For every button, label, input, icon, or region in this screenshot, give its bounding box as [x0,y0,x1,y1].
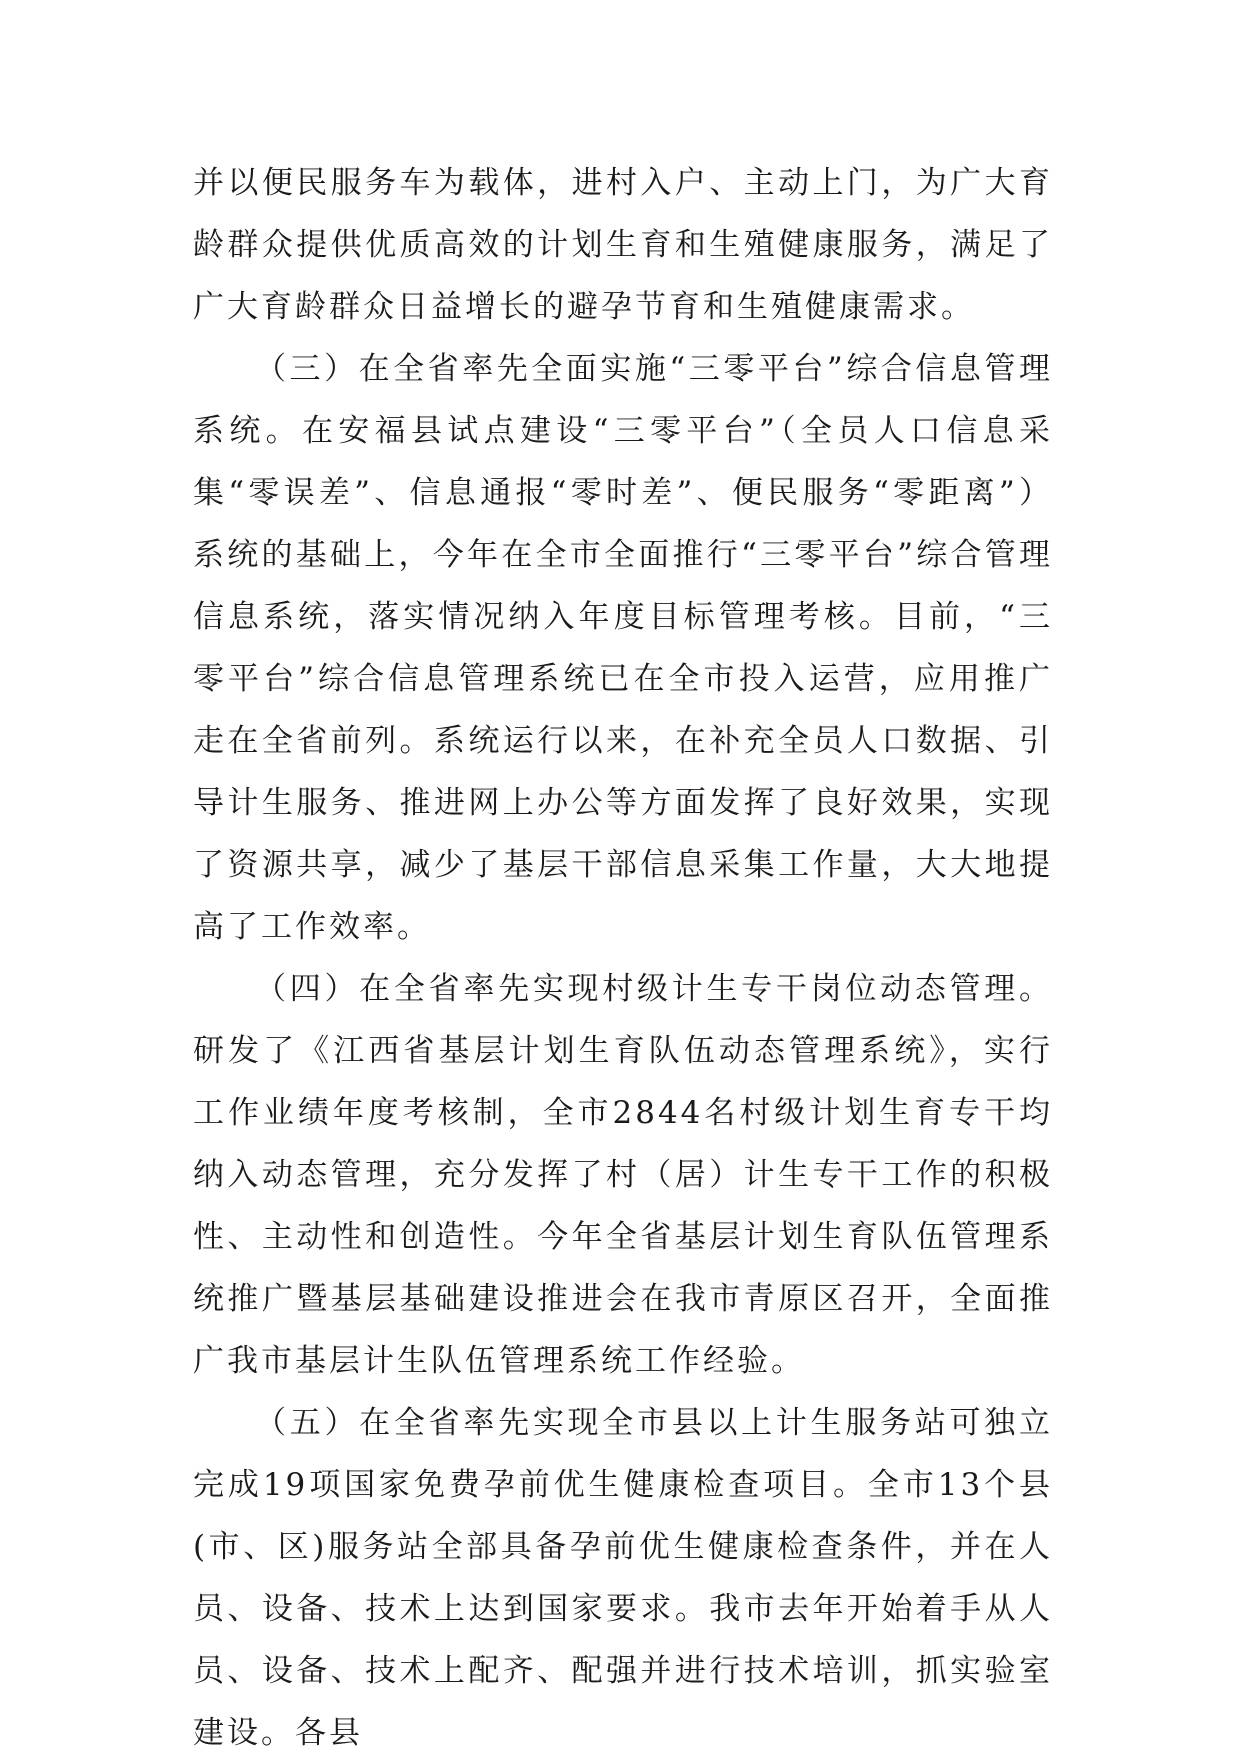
paragraph-continuation: 并以便民服务车为载体，进村入户、主动上门，为广大育龄群众提供优质高效的计划生育和生殖健康服务，满足了广大育龄群众日益增长的避孕节育和生殖健康需求。 [193,165,1053,325]
document-page [193,152,1053,1764]
paragraph-section-5: （五）在全省率先实现全市县以上计生服务站可独立完成19项国家免费孕前优生健康检查项目。全市13个县(市、区)服务站全部具备孕前优生健康检查条件，并在人员、设备、技术上达到国家要求。我市去年开始着手从人员、设备、技术上配齐、配强并进行技术培训，抓实验室建设。各县 [193,1405,1053,1751]
paragraph-section-3: （三）在全省率先全面实施“三零平台”综合信息管理系统。在安福县试点建设“三零平台”（全员人口信息采集“零误差”、信息通报“零时差”、便民服务“零距离”）系统的基础上，今年在全市全面推行“三零平台”综合管理信息系统，落实情况纳入年度目标管理考核。目前，“三零平台”综合信息管理系统已在全市投入运营，应用推广走在全省前列。系统运行以来，在补充全员人口数据、引导计生服务、推进网上办公等方面发挥了良好效果，实现了资源共享，减少了基层干部信息采集工作量，大大地提高了工作效率。 [193,351,1053,945]
paragraph-section-4: （四）在全省率先实现村级计生专干岗位动态管理。研发了《江西省基层计划生育队伍动态管理系统》，实行工作业绩年度考核制，全市2844名村级计划生育专干均纳入动态管理，充分发挥了村（居）计生专干工作的积极性、主动性和创造性。今年全省基层计划生育队伍管理系统推广暨基层基础建设推进会在我市青原区召开，全面推广我市基层计生队伍管理系统工作经验。 [193,971,1053,1379]
